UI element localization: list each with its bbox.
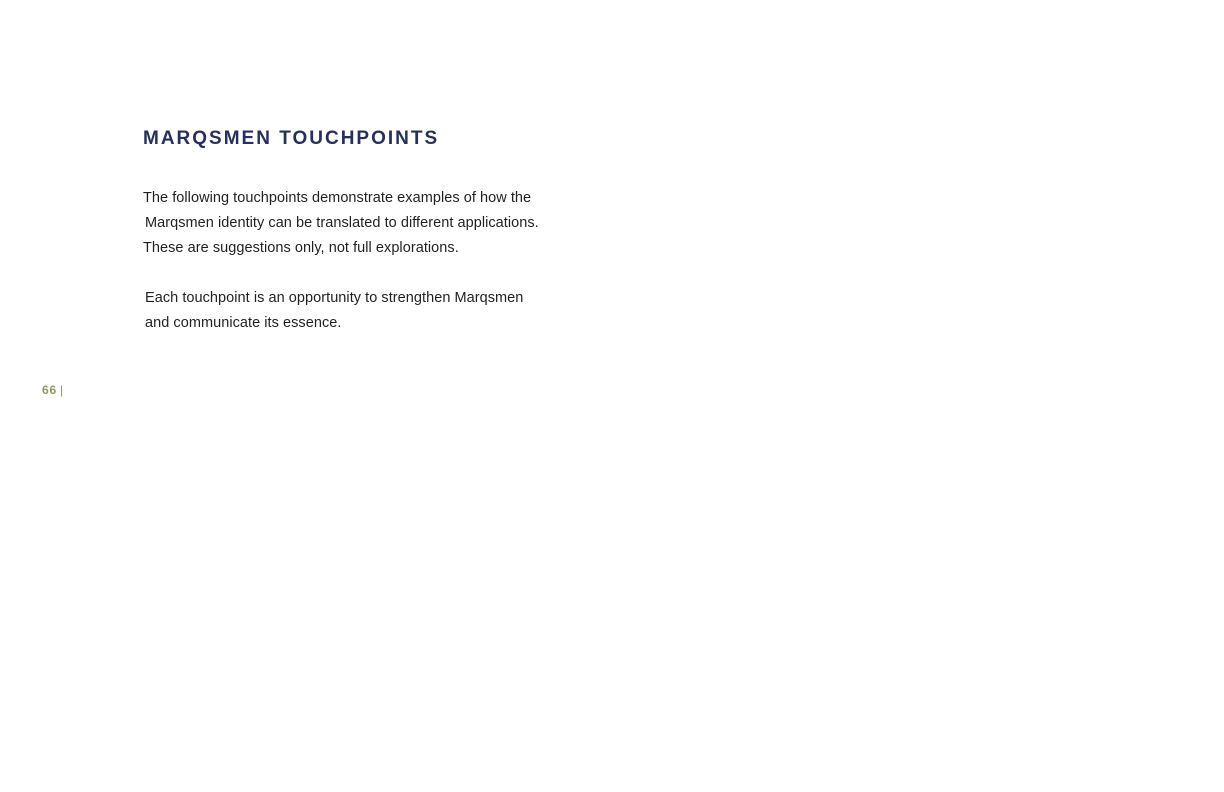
intro-paragraph <box>143 186 539 261</box>
page-number-value: 66 <box>42 383 57 397</box>
paragraph-line: Each touchpoint is an opportunity to strengthen Marqsmen <box>145 290 524 306</box>
paragraph-line: Marqsmen identity can be translated to different applications. <box>145 215 539 231</box>
paragraph-line: These are suggestions only, not full explorations. <box>143 240 459 256</box>
page-title: MARQSMEN TOUCHPOINTS <box>143 128 440 149</box>
paragraph-line: The following touchpoints demonstrate examples of how the <box>143 190 532 206</box>
page-number-separator: | <box>59 383 64 397</box>
paragraph-line: and communicate its essence. <box>145 315 342 331</box>
page-number <box>42 383 64 397</box>
secondary-paragraph <box>143 286 523 336</box>
